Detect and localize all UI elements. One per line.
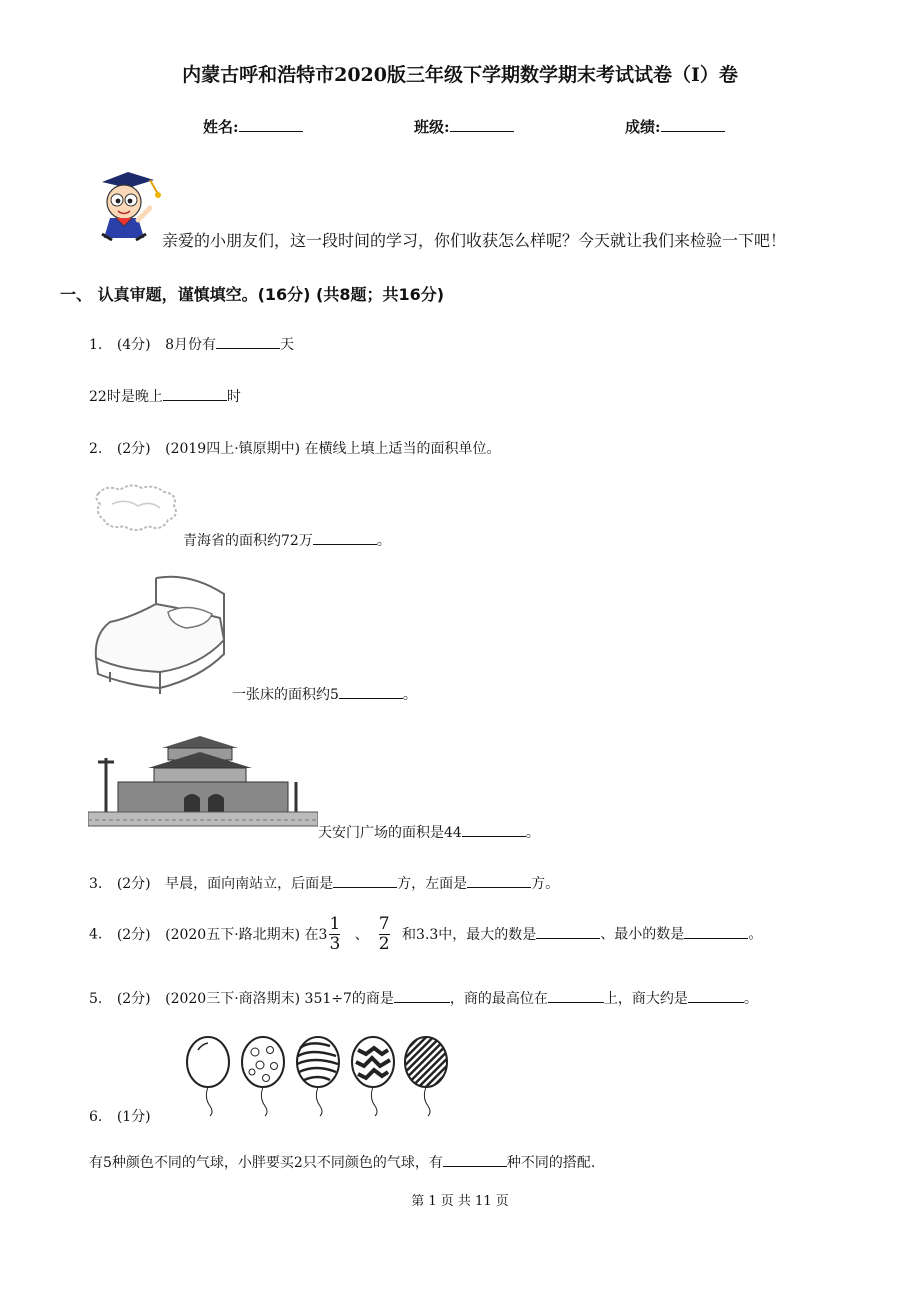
q4-number: 4. — [89, 926, 103, 943]
question-6 — [89, 1106, 151, 1126]
q4-fraction-1 — [329, 916, 340, 953]
class-label: 班级: — [414, 118, 450, 136]
q2-item-3-blank[interactable] — [462, 822, 526, 837]
q5-number: 5. — [89, 991, 103, 1007]
score-blank[interactable] — [661, 117, 725, 132]
q1-number: 1. — [89, 337, 103, 353]
q2-text: (2019四上·镇原期中) 在横线上填上适当的面积单位。 — [165, 441, 501, 457]
q1-score: (4分) — [116, 337, 151, 353]
q2-item-2-text: 一张床的面积约5 — [232, 687, 339, 703]
q2-item-1-text: 青海省的面积约72万 — [183, 533, 313, 549]
q2-item-2-blank[interactable] — [339, 684, 403, 699]
name-blank[interactable] — [239, 117, 303, 132]
q2-item-3-text: 天安门广场的面积是44 — [318, 825, 462, 841]
q3-score: (2分) — [116, 876, 151, 892]
section-1-title: 一、 认真审题，谨慎填空。(16分) (共8题；共16分) — [60, 285, 445, 304]
q4-fraction-2 — [379, 916, 390, 953]
question-6-text — [89, 1152, 595, 1172]
q4-blank-1[interactable] — [536, 924, 600, 939]
question-5 — [89, 988, 758, 1008]
balloon-zigzag-icon — [352, 1037, 394, 1116]
question-1b — [89, 386, 241, 406]
balloon-dotted-icon — [242, 1037, 284, 1116]
q4-blank-2[interactable] — [684, 924, 748, 939]
q6-blank[interactable] — [443, 1152, 507, 1167]
q2-item-2 — [232, 684, 417, 704]
q2-score: (2分) — [116, 441, 151, 457]
q1-unit-b: 时 — [226, 389, 241, 405]
balloon-plain-icon — [187, 1037, 229, 1116]
q1-text-a: 8月份有 — [165, 337, 217, 353]
score-label: 成绩: — [625, 118, 661, 136]
q4-f1-numerator: 1 — [329, 914, 341, 934]
q5-blank-1[interactable] — [394, 988, 450, 1003]
q2-item-1 — [183, 530, 391, 550]
q5-score: (2分) — [116, 991, 151, 1007]
name-field — [203, 116, 303, 137]
q4-text-4: 。 — [748, 926, 763, 943]
class-blank[interactable] — [450, 117, 514, 132]
q5-text-3: 上，商大约是 — [603, 991, 688, 1007]
question-2 — [89, 438, 501, 458]
balloon-striped-icon — [405, 1037, 447, 1116]
q3-text-1: 早晨，面向南站立，后面是 — [165, 876, 334, 892]
q6-score: (1分) — [116, 1109, 151, 1125]
bed-image — [90, 574, 232, 696]
q3-number: 3. — [89, 876, 103, 892]
q4-f2-denominator: 2 — [378, 934, 390, 954]
q5-text-4: 。 — [743, 991, 758, 1007]
greeting-text: 亲爱的小朋友们，这一段时间的学习，你们收获怎么样呢？今天就让我们来检验一下吧！ — [162, 231, 787, 250]
q6-text-1: 有5种颜色不同的气球，小胖要买2只不同颜色的气球，有 — [89, 1155, 443, 1171]
q2-item-2-end: 。 — [402, 687, 417, 703]
balloon-wavy-icon — [297, 1037, 339, 1116]
q4-separator: 、 — [354, 926, 369, 943]
q4-text-3: 、最小的数是 — [600, 926, 685, 943]
q2-number: 2. — [89, 441, 103, 457]
q5-text-1: (2020三下·商洛期末) 351÷7的商是 — [165, 991, 394, 1007]
name-label: 姓名: — [203, 118, 239, 136]
q4-f1-denominator: 3 — [329, 934, 341, 954]
q3-blank-1[interactable] — [333, 873, 397, 888]
q1-blank-b[interactable] — [163, 386, 227, 401]
q5-blank-3[interactable] — [688, 988, 744, 1003]
q5-text-2: ，商的最高位在 — [449, 991, 548, 1007]
page-title: 内蒙古呼和浩特市2020版三年级下学期数学期末考试试卷（I）卷 — [182, 64, 738, 86]
q1-text-b: 22时是晚上 — [89, 389, 163, 405]
tiananmen-image — [88, 728, 318, 828]
q3-blank-2[interactable] — [467, 873, 531, 888]
q4-text-2: 和3.3中，最大的数是 — [402, 926, 537, 943]
question-4 — [89, 916, 762, 953]
q2-item-3 — [318, 822, 540, 842]
score-field — [625, 116, 725, 137]
question-3 — [89, 873, 559, 893]
qinghai-map-image — [92, 480, 182, 536]
q5-blank-2[interactable] — [548, 988, 604, 1003]
q1-blank-a[interactable] — [216, 334, 280, 349]
balloons-image — [180, 1034, 450, 1118]
q6-number: 6. — [89, 1109, 103, 1125]
q6-text-2: 种不同的搭配. — [506, 1155, 596, 1171]
q1-unit-a: 天 — [280, 337, 295, 353]
q2-item-1-end: 。 — [376, 533, 391, 549]
q2-item-3-end: 。 — [525, 825, 540, 841]
q4-f2-numerator: 7 — [378, 914, 390, 934]
question-1 — [89, 334, 294, 354]
mascot-illustration — [92, 168, 164, 244]
page-footer: 第 1 页 共 11 页 — [411, 1194, 509, 1209]
q3-text-3: 方。 — [531, 876, 560, 892]
q4-text-1: (2020五下·路北期末) 在3 — [165, 926, 328, 943]
q4-score: (2分) — [116, 926, 151, 943]
class-field — [414, 116, 514, 137]
q2-item-1-blank[interactable] — [313, 530, 377, 545]
q3-text-2: 方，左面是 — [397, 876, 468, 892]
